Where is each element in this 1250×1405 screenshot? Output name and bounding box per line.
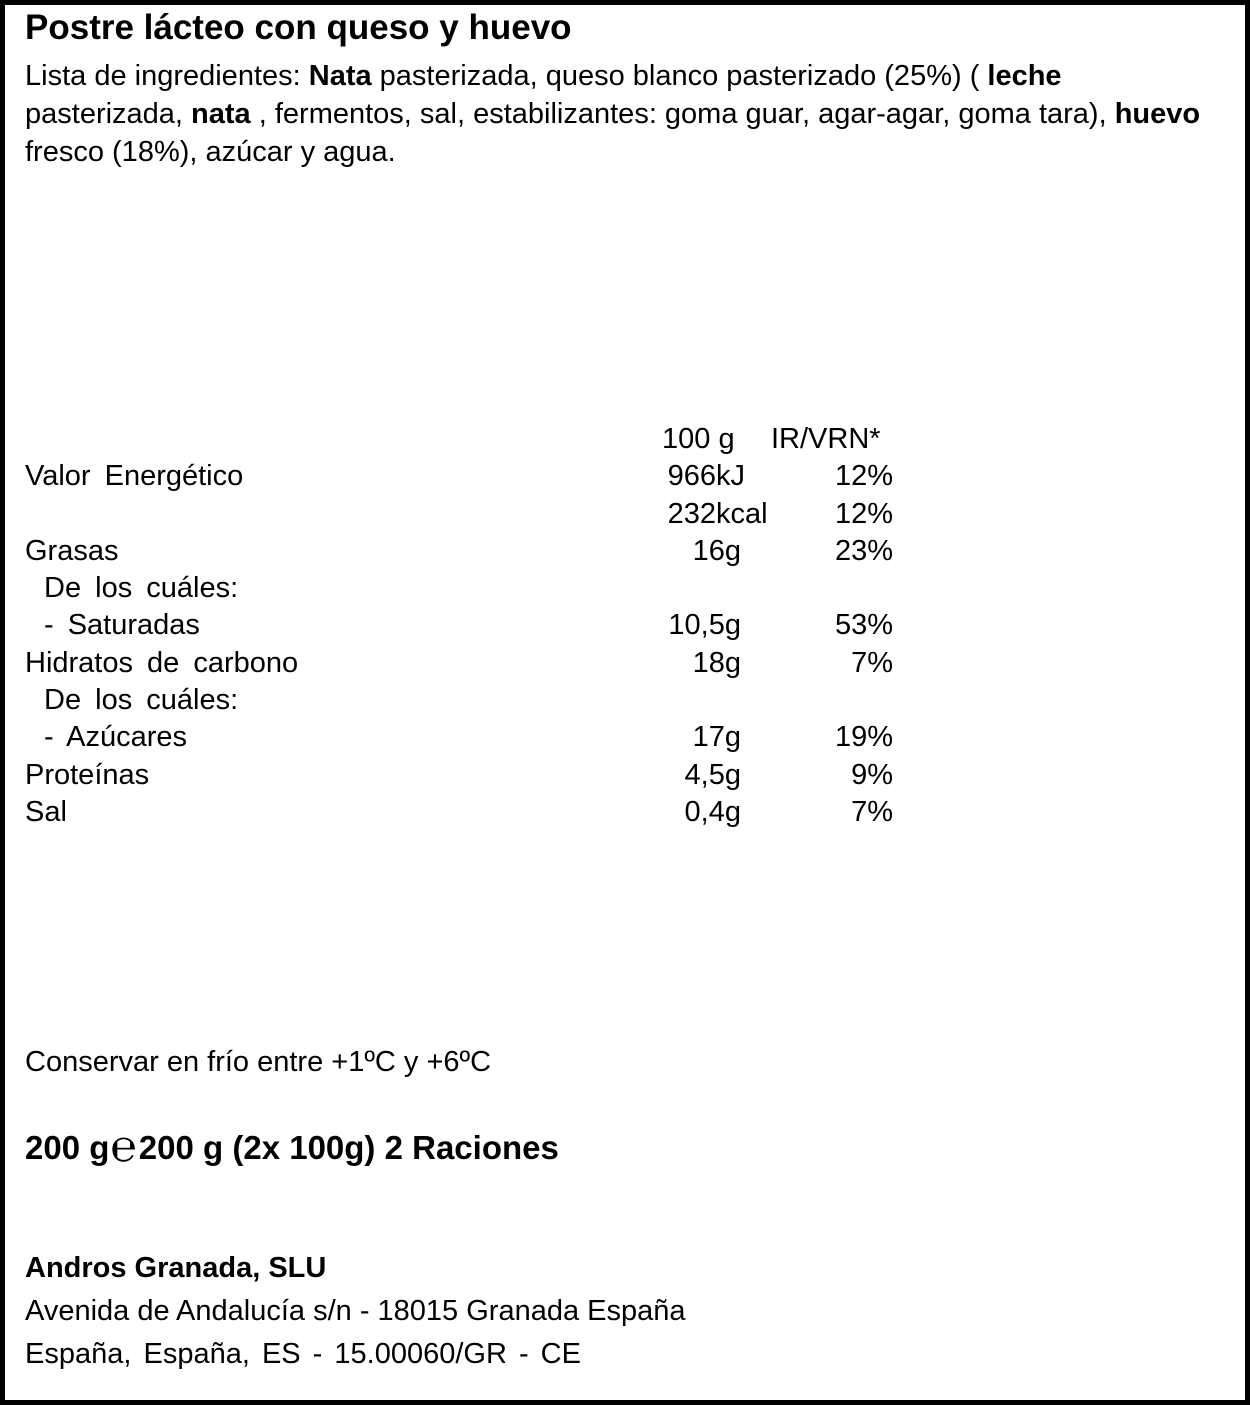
ingredient-allergen: leche <box>987 60 1062 92</box>
nutrition-row <box>25 757 925 794</box>
nutrient-ir-percent: 53% <box>834 609 893 642</box>
nutrient-ir-percent: 7% <box>851 795 893 828</box>
nutrient-unit: kJ <box>716 460 745 493</box>
header-ir-vrn: IR/VRN* <box>771 423 881 455</box>
ingredient-text: fresco (18%), azúcar y agua. <box>25 136 396 168</box>
nutrition-row <box>25 794 925 831</box>
nutrient-ir-percent: 23% <box>834 534 893 567</box>
nutrition-table <box>25 421 925 831</box>
nutrient-unit: kcal <box>716 497 768 530</box>
nutrient-value: 0,4g <box>684 795 741 828</box>
weight-detail: 200 g (2x 100g) 2 Raciones <box>138 1129 559 1166</box>
nutrition-row <box>25 719 925 756</box>
nutrition-row <box>25 496 925 533</box>
header-per-100g: 100 g <box>662 423 735 455</box>
nutrient-label: De los cuáles: <box>44 684 239 717</box>
nutrient-ir-percent: 12% <box>834 497 893 530</box>
nutrient-label: Hidratos de carbono <box>25 646 299 679</box>
nutrient-label: - Azúcares <box>44 721 187 754</box>
ingredients-lead: Lista de ingredientes: <box>25 60 309 92</box>
company-name: Andros Granada, SLU <box>25 1252 327 1284</box>
nutrient-ir-percent: 12% <box>834 460 893 493</box>
nutrient-value: 17g <box>692 721 741 754</box>
nutrition-row <box>25 533 925 570</box>
nutrition-row <box>25 458 925 495</box>
ingredient-allergen: Nata <box>308 60 372 92</box>
ingredients-list <box>25 57 1205 171</box>
net-weight-value: 200 g <box>25 1129 110 1166</box>
nutrition-row <box>25 607 925 644</box>
nutrient-ir-percent: 7% <box>851 646 893 679</box>
nutrient-label: - Saturadas <box>44 609 200 642</box>
ingredient-text: pasterizada, <box>25 98 192 130</box>
company-address: Avenida de Andalucía s/n - 18015 Granada España <box>25 1295 686 1327</box>
nutrition-row <box>25 682 925 719</box>
nutrition-header-row <box>25 421 925 458</box>
nutrient-label: Proteínas <box>25 758 150 791</box>
ingredient-text: pasterizada, queso blanco pasterizado (25%) ( <box>371 60 988 92</box>
ingredient-allergen: nata <box>191 98 251 130</box>
nutrient-label: Valor Energético <box>25 460 244 493</box>
nutrient-value: 10,5g <box>668 609 741 642</box>
nutrient-label: Sal <box>25 795 67 828</box>
product-title: Postre lácteo con queso y huevo <box>25 8 572 47</box>
storage-instructions: Conservar en frío entre +1ºC y +6ºC <box>25 1046 492 1078</box>
nutrient-value: 966 <box>667 460 716 493</box>
nutrient-label: Grasas <box>25 534 119 567</box>
nutrient-label: De los cuáles: <box>44 572 239 605</box>
nutrient-ir-percent: 9% <box>851 758 893 791</box>
net-weight <box>25 1121 559 1172</box>
ingredient-allergen: huevo <box>1114 98 1201 130</box>
nutrient-value: 16g <box>692 534 741 567</box>
nutrient-ir-percent: 19% <box>834 721 893 754</box>
nutrition-row <box>25 645 925 682</box>
estimated-sign-icon: ℮ <box>110 1121 137 1172</box>
ingredient-text: , fermentos, sal, estabilizantes: goma guar, agar-agar, goma tara), <box>250 98 1115 130</box>
nutrient-value: 232 <box>667 497 716 530</box>
nutrient-value: 18g <box>692 646 741 679</box>
nutrient-value: 4,5g <box>684 758 741 791</box>
nutrition-row <box>25 570 925 607</box>
health-registry: España, España, ES - 15.00060/GR - CE <box>25 1338 581 1370</box>
